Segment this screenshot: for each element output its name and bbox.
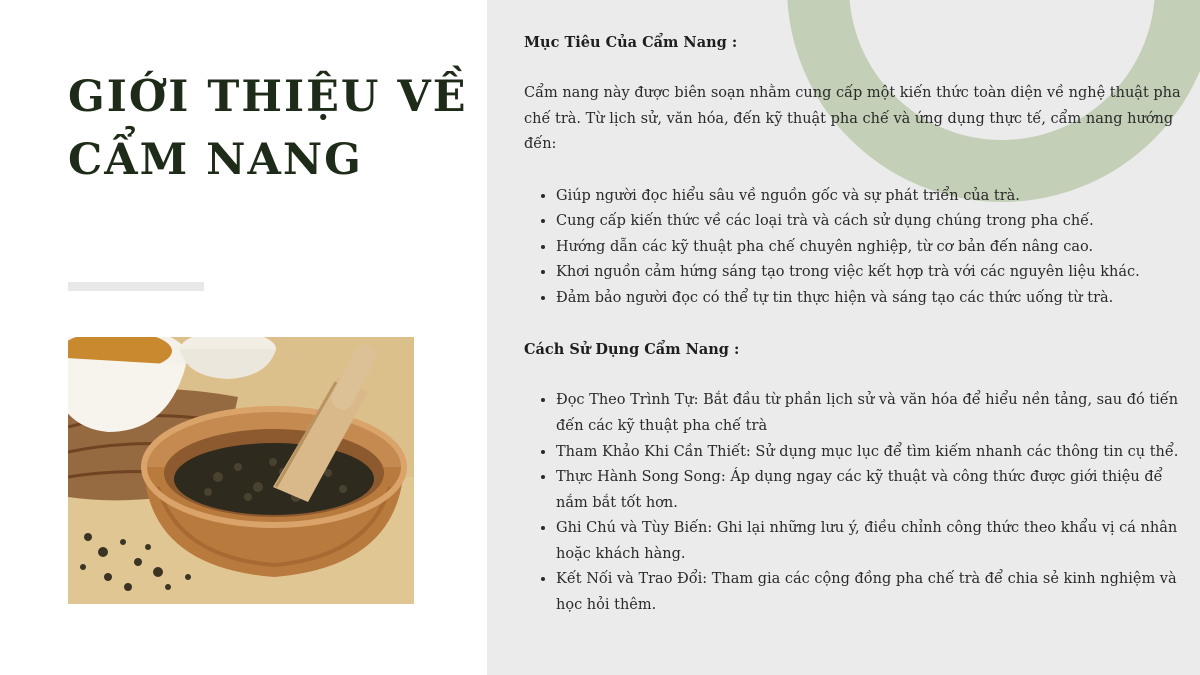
list-item: • Đảm bảo người đọc có thể tự tin thực hiện và sáng tạo các thức uống từ trà. [556, 286, 1184, 312]
list-item: • Cung cấp kiến thức về các loại trà và cách sử dụng chúng trong pha chế. [556, 209, 1184, 235]
page-title: GIỚI THIỆU VỀ CẨM NANG [68, 72, 468, 185]
list-item: • Đọc Theo Trình Tự: Bắt đầu từ phần lịch sử và văn hóa để hiểu nền tảng, sau đó tiến đến các kỹ thuật pha chế trà [556, 388, 1184, 439]
content-column [524, 30, 1184, 619]
list-item: • Kết Nối và Trao Đổi: Tham gia các cộng đồng pha chế trà để chia sẻ kinh nghiệm và học hỏi thêm. [556, 567, 1184, 618]
objectives-intro: Cẩm nang này được biên soạn nhằm cung cấp một kiến thức toàn diện về nghệ thuật pha chế trà. Từ lịch sử, văn hóa, đến kỹ thuật pha chế và ứng dụng thực tế, cẩm nang hướng đến: [524, 85, 1181, 153]
section-heading-usage: Cách Sử Dụng Cẩm Nang : [524, 341, 740, 359]
tea-bowl-photo [68, 337, 414, 604]
left-panel [0, 0, 487, 675]
list-item: • Ghi Chú và Tùy Biến: Ghi lại những lưu ý, điều chỉnh công thức theo khẩu vị cá nhân hoặc khách hàng. [556, 516, 1184, 567]
usage-list [524, 388, 1184, 618]
list-item: • Thực Hành Song Song: Áp dụng ngay các kỹ thuật và công thức được giới thiệu để nắm bắt tốt hơn. [556, 465, 1184, 516]
list-item: • Giúp người đọc hiểu sâu về nguồn gốc và sự phát triển của trà. [556, 184, 1184, 210]
list-item: • Khơi nguồn cảm hứng sáng tạo trong việc kết hợp trà với các nguyên liệu khác. [556, 260, 1184, 286]
title-divider [68, 282, 204, 291]
list-item: • Hướng dẫn các kỹ thuật pha chế chuyên nghiệp, từ cơ bản đến nâng cao. [556, 235, 1184, 261]
list-item: • Tham Khảo Khi Cần Thiết: Sử dụng mục lục để tìm kiếm nhanh các thông tin cụ thể. [556, 440, 1184, 466]
objectives-list [524, 184, 1184, 312]
section-heading-objectives: Mục Tiêu Của Cẩm Nang : [524, 34, 738, 51]
